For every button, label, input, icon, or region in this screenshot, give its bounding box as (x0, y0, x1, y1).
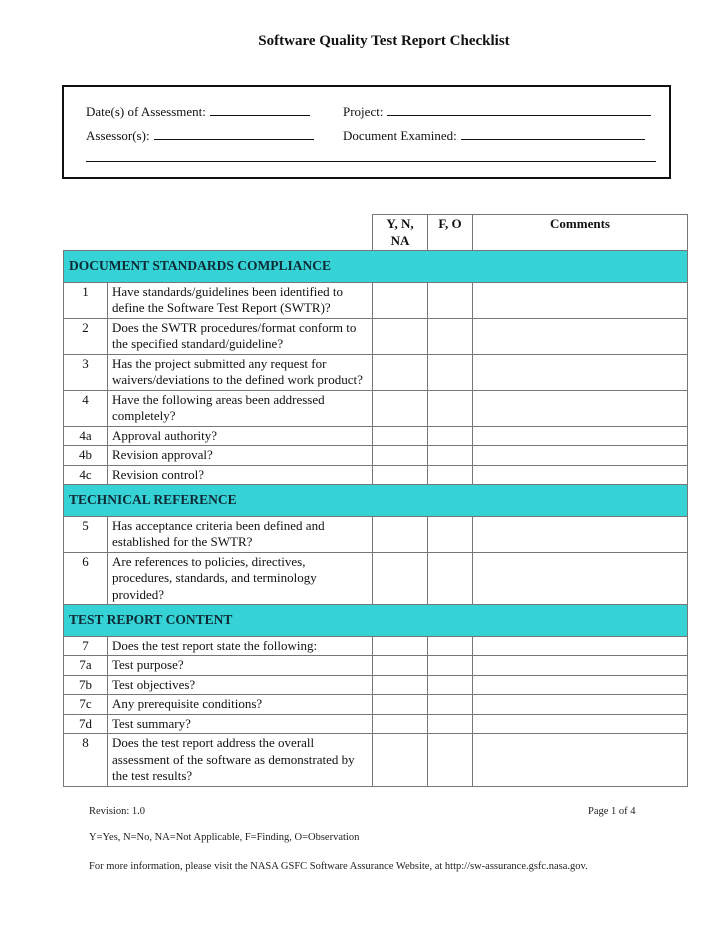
checklist-row (64, 390, 688, 426)
checklist-row (64, 675, 688, 695)
section-header-row (64, 251, 688, 283)
checklist-table (63, 214, 688, 787)
item-number: 4c (64, 465, 108, 485)
yn-na-cell[interactable] (373, 465, 428, 485)
f-o-cell[interactable] (428, 282, 473, 318)
item-question: Has the project submitted any request for waivers/deviations to the defined work product? (108, 354, 373, 390)
f-o-cell[interactable] (428, 656, 473, 676)
checklist-row (64, 552, 688, 605)
comments-cell[interactable] (473, 390, 688, 426)
comments-cell[interactable] (473, 552, 688, 605)
item-question: Approval authority? (108, 426, 373, 446)
comments-cell[interactable] (473, 656, 688, 676)
item-question: Revision control? (108, 465, 373, 485)
checklist-row (64, 714, 688, 734)
item-number: 7 (64, 636, 108, 656)
item-number: 2 (64, 318, 108, 354)
yn-na-cell[interactable] (373, 714, 428, 734)
item-question: Test summary? (108, 714, 373, 734)
assessor-label: Assessor(s): (86, 128, 150, 143)
item-question: Does the test report address the overall assessment of the software as demonstrated by the test results? (108, 734, 373, 787)
yn-na-cell[interactable] (373, 675, 428, 695)
item-number: 6 (64, 552, 108, 605)
document-examined-line[interactable] (461, 127, 645, 140)
f-o-cell[interactable] (428, 426, 473, 446)
yn-na-cell[interactable] (373, 734, 428, 787)
f-o-cell[interactable] (428, 446, 473, 466)
checklist-row (64, 636, 688, 656)
yn-na-cell[interactable] (373, 426, 428, 446)
assessor-field[interactable] (86, 127, 314, 144)
item-question: Has acceptance criteria been defined and established for the SWTR? (108, 516, 373, 552)
yn-na-cell[interactable] (373, 516, 428, 552)
f-o-cell[interactable] (428, 636, 473, 656)
f-o-cell[interactable] (428, 465, 473, 485)
item-number: 4b (64, 446, 108, 466)
date-of-assessment-label: Date(s) of Assessment: (86, 104, 206, 119)
comments-cell[interactable] (473, 734, 688, 787)
item-question: Any prerequisite conditions? (108, 695, 373, 715)
f-o-cell[interactable] (428, 354, 473, 390)
date-of-assessment-field[interactable] (86, 103, 310, 120)
comments-cell[interactable] (473, 426, 688, 446)
yn-na-cell[interactable] (373, 282, 428, 318)
assessor-line[interactable] (154, 127, 314, 140)
yn-na-cell[interactable] (373, 656, 428, 676)
assessment-info-box (62, 85, 671, 179)
comments-cell[interactable] (473, 636, 688, 656)
comments-cell[interactable] (473, 465, 688, 485)
item-question: Test objectives? (108, 675, 373, 695)
yn-na-cell[interactable] (373, 354, 428, 390)
project-field[interactable] (343, 103, 651, 120)
item-number: 8 (64, 734, 108, 787)
yn-na-cell[interactable] (373, 446, 428, 466)
item-number: 4 (64, 390, 108, 426)
revision-text: Revision: 1.0 (89, 806, 146, 817)
comments-cell[interactable] (473, 282, 688, 318)
header-fo: F, O (428, 215, 473, 251)
item-question: Revision approval? (108, 446, 373, 466)
checklist-row (64, 282, 688, 318)
item-question: Have standards/guidelines been identified to define the Software Test Report (SWTR)? (108, 282, 373, 318)
header-comments: Comments (473, 215, 688, 251)
document-examined-label: Document Examined: (343, 128, 457, 143)
comments-cell[interactable] (473, 714, 688, 734)
header-blank-cell (64, 215, 373, 251)
comments-cell[interactable] (473, 695, 688, 715)
item-number: 5 (64, 516, 108, 552)
item-number: 4a (64, 426, 108, 446)
yn-na-cell[interactable] (373, 318, 428, 354)
project-label: Project: (343, 104, 384, 119)
yn-na-cell[interactable] (373, 636, 428, 656)
item-number: 7b (64, 675, 108, 695)
item-question: Test purpose? (108, 656, 373, 676)
notes-line[interactable] (86, 161, 656, 162)
item-number: 7a (64, 656, 108, 676)
yn-na-cell[interactable] (373, 390, 428, 426)
checklist-row (64, 354, 688, 390)
document-title: Software Quality Test Report Checklist (258, 33, 510, 49)
checklist-row (64, 446, 688, 466)
project-line[interactable] (387, 103, 651, 116)
f-o-cell[interactable] (428, 516, 473, 552)
section-header-row (64, 485, 688, 517)
f-o-cell[interactable] (428, 552, 473, 605)
f-o-cell[interactable] (428, 714, 473, 734)
item-number: 7d (64, 714, 108, 734)
f-o-cell[interactable] (428, 675, 473, 695)
item-number: 1 (64, 282, 108, 318)
checklist-row (64, 426, 688, 446)
section-header-row (64, 605, 688, 637)
section-title: TECHNICAL REFERENCE (64, 485, 688, 517)
comments-cell[interactable] (473, 318, 688, 354)
checklist-row (64, 695, 688, 715)
header-yn: Y, N, NA (373, 215, 428, 251)
item-number: 7c (64, 695, 108, 715)
comments-cell[interactable] (473, 516, 688, 552)
section-title: TEST REPORT CONTENT (64, 605, 688, 637)
f-o-cell[interactable] (428, 695, 473, 715)
date-of-assessment-line[interactable] (210, 103, 310, 116)
yn-na-cell[interactable] (373, 552, 428, 605)
checklist-row (64, 516, 688, 552)
checklist-row (64, 318, 688, 354)
item-question: Does the SWTR procedures/format conform to the specified standard/guideline? (108, 318, 373, 354)
comments-cell[interactable] (473, 446, 688, 466)
comments-cell[interactable] (473, 354, 688, 390)
checklist-row (64, 465, 688, 485)
comments-cell[interactable] (473, 675, 688, 695)
info-text: For more information, please visit the NASA GSFC Software Assurance Website, at http://sw-assurance.gsfc.nasa.gov. (89, 861, 588, 872)
section-title: DOCUMENT STANDARDS COMPLIANCE (64, 251, 688, 283)
table-header-row (64, 215, 688, 251)
legend-text: Y=Yes, N=No, NA=Not Applicable, F=Finding, O=Observation (89, 832, 360, 843)
f-o-cell[interactable] (428, 390, 473, 426)
item-number: 3 (64, 354, 108, 390)
f-o-cell[interactable] (428, 734, 473, 787)
checklist-row (64, 734, 688, 787)
document-examined-field[interactable] (343, 127, 645, 144)
page-number: Page 1 of 4 (588, 806, 636, 817)
f-o-cell[interactable] (428, 318, 473, 354)
item-question: Are references to policies, directives, procedures, standards, and terminology provided? (108, 552, 373, 605)
item-question: Does the test report state the following: (108, 636, 373, 656)
yn-na-cell[interactable] (373, 695, 428, 715)
item-question: Have the following areas been addressed completely? (108, 390, 373, 426)
checklist-row (64, 656, 688, 676)
